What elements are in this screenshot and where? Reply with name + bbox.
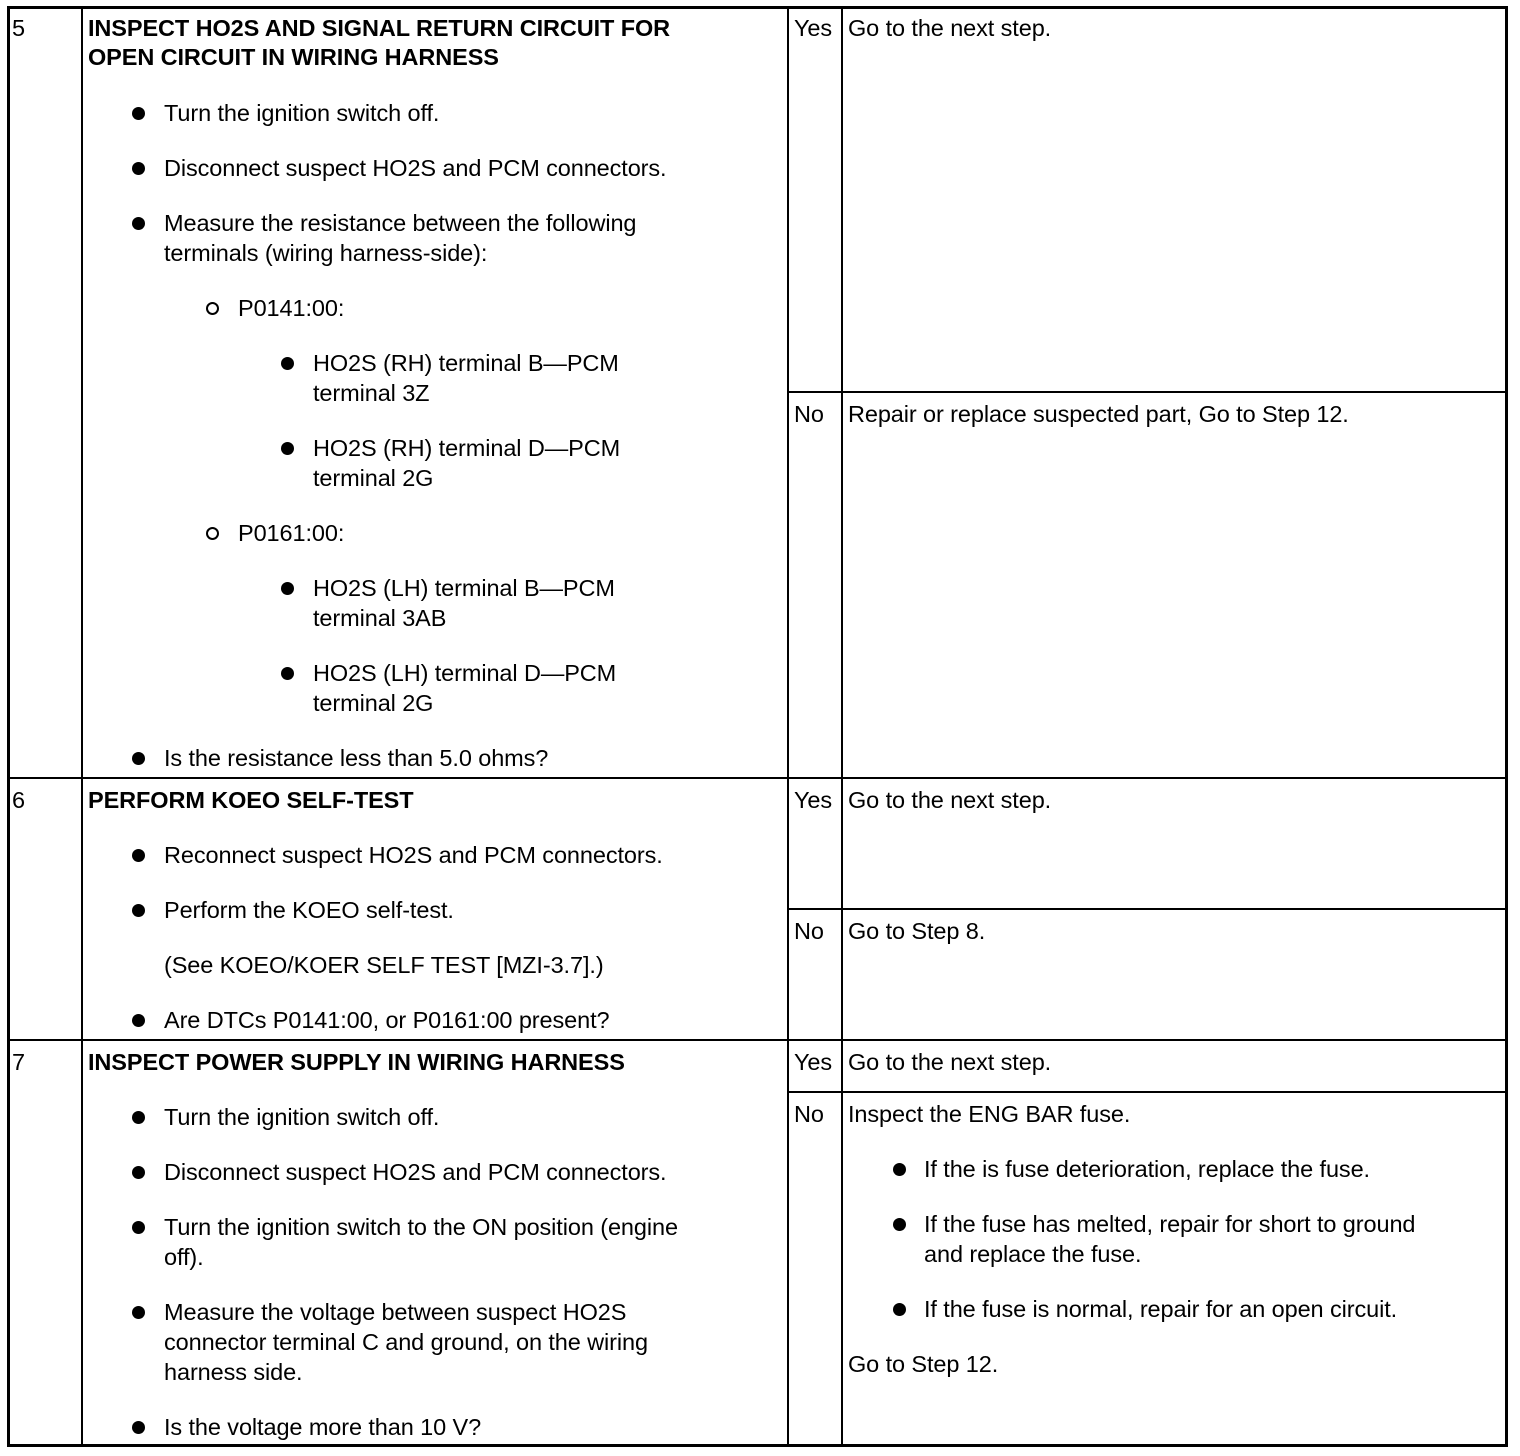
dtc-code-label: P0141:00: xyxy=(238,295,345,321)
yes-no-divider-row5 xyxy=(787,391,1508,393)
bullet-icon xyxy=(132,1221,145,1234)
bullet-icon xyxy=(132,1166,145,1179)
bullet-icon xyxy=(281,357,294,370)
bullet-icon xyxy=(132,1014,145,1027)
bullet-icon xyxy=(132,849,145,862)
no-action-item-continued: and replace the fuse. xyxy=(924,1241,1142,1267)
action-item: Turn the ignition switch off. xyxy=(164,1104,440,1130)
yes-action: Go to the next step. xyxy=(848,15,1052,41)
reference-note: (See KOEO/KOER SELF TEST [MZI-3.7].) xyxy=(164,952,604,978)
bullet-icon xyxy=(281,442,294,455)
no-action-item: If the is fuse deterioration, replace the fuse. xyxy=(924,1156,1370,1182)
action-item: Reconnect suspect HO2S and PCM connectors. xyxy=(164,842,663,868)
no-action: Repair or replace suspected part, Go to Step 12. xyxy=(848,401,1349,427)
step-number-7: 7 xyxy=(12,1049,25,1075)
bullet-icon xyxy=(132,162,145,175)
dtc-code-label: P0161:00: xyxy=(238,520,345,546)
check-question: Is the voltage more than 10 V? xyxy=(164,1414,482,1440)
no-action-item: If the fuse has melted, repair for short to ground xyxy=(924,1211,1416,1237)
table-border-bottom xyxy=(7,1444,1508,1447)
no-action-item: If the fuse is normal, repair for an open circuit. xyxy=(924,1296,1398,1322)
bullet-icon xyxy=(281,667,294,680)
action-item-continued: harness side. xyxy=(164,1359,303,1385)
bullet-icon xyxy=(132,904,145,917)
action-item: Turn the ignition switch off. xyxy=(164,100,440,126)
bullet-icon xyxy=(281,582,294,595)
step-title: PERFORM KOEO SELF-TEST xyxy=(88,787,414,813)
check-question: Is the resistance less than 5.0 ohms? xyxy=(164,745,549,771)
table-border-left xyxy=(7,6,10,1447)
row-divider-5-6 xyxy=(7,777,1508,779)
bullet-icon xyxy=(132,217,145,230)
action-item-continued: terminals (wiring harness-side): xyxy=(164,240,488,266)
column-divider-result xyxy=(841,6,843,1447)
no-action: Go to Step 8. xyxy=(848,918,986,944)
action-item: Disconnect suspect HO2S and PCM connectors. xyxy=(164,155,667,181)
yes-label: Yes xyxy=(794,15,833,41)
action-item: Disconnect suspect HO2S and PCM connectors. xyxy=(164,1159,667,1185)
yes-action: Go to the next step. xyxy=(848,1049,1052,1075)
terminal-item: HO2S (RH) terminal B—PCM xyxy=(313,350,619,376)
check-question: Are DTCs P0141:00, or P0161:00 present? xyxy=(164,1007,610,1033)
no-action-intro: Inspect the ENG BAR fuse. xyxy=(848,1101,1131,1127)
terminal-item-continued: terminal 2G xyxy=(313,465,434,491)
bullet-icon xyxy=(132,1111,145,1124)
step-number-6: 6 xyxy=(12,787,25,813)
step-title-line2: OPEN CIRCUIT IN WIRING HARNESS xyxy=(88,44,499,70)
action-item-continued: off). xyxy=(164,1244,204,1270)
bullet-icon xyxy=(893,1218,906,1231)
terminal-item: HO2S (LH) terminal D—PCM xyxy=(313,660,617,686)
terminal-item-continued: terminal 3AB xyxy=(313,605,447,631)
step-title-line1: INSPECT HO2S AND SIGNAL RETURN CIRCUIT FOR xyxy=(88,15,671,41)
no-label: No xyxy=(794,1101,824,1127)
column-divider-step xyxy=(81,6,83,1447)
sub-bullet-circle-icon xyxy=(206,527,219,540)
table-border-top xyxy=(7,6,1508,9)
table-border-right xyxy=(1505,6,1508,1447)
action-item-continued: connector terminal C and ground, on the wiring xyxy=(164,1329,648,1355)
step-number-5: 5 xyxy=(12,15,25,41)
bullet-icon xyxy=(132,1306,145,1319)
yes-label: Yes xyxy=(794,1049,833,1075)
no-label: No xyxy=(794,401,824,427)
no-action-final: Go to Step 12. xyxy=(848,1351,999,1377)
bullet-icon xyxy=(893,1303,906,1316)
bullet-icon xyxy=(132,752,145,765)
bullet-icon xyxy=(132,107,145,120)
terminal-item-continued: terminal 2G xyxy=(313,690,434,716)
step-title: INSPECT POWER SUPPLY IN WIRING HARNESS xyxy=(88,1049,625,1075)
no-label: No xyxy=(794,918,824,944)
yes-action: Go to the next step. xyxy=(848,787,1052,813)
yes-no-divider-row7 xyxy=(787,1091,1508,1093)
column-divider-action xyxy=(787,6,789,1447)
bullet-icon xyxy=(132,1421,145,1434)
yes-label: Yes xyxy=(794,787,833,813)
bullet-icon xyxy=(893,1163,906,1176)
sub-bullet-circle-icon xyxy=(206,302,219,315)
action-item: Turn the ignition switch to the ON position (engine xyxy=(164,1214,678,1240)
action-item: Measure the voltage between suspect HO2S xyxy=(164,1299,627,1325)
row-divider-6-7 xyxy=(7,1039,1508,1041)
terminal-item: HO2S (RH) terminal D—PCM xyxy=(313,435,621,461)
yes-no-divider-row6 xyxy=(787,908,1508,910)
terminal-item: HO2S (LH) terminal B—PCM xyxy=(313,575,615,601)
action-item: Measure the resistance between the following xyxy=(164,210,637,236)
action-item: Perform the KOEO self-test. xyxy=(164,897,454,923)
terminal-item-continued: terminal 3Z xyxy=(313,380,430,406)
